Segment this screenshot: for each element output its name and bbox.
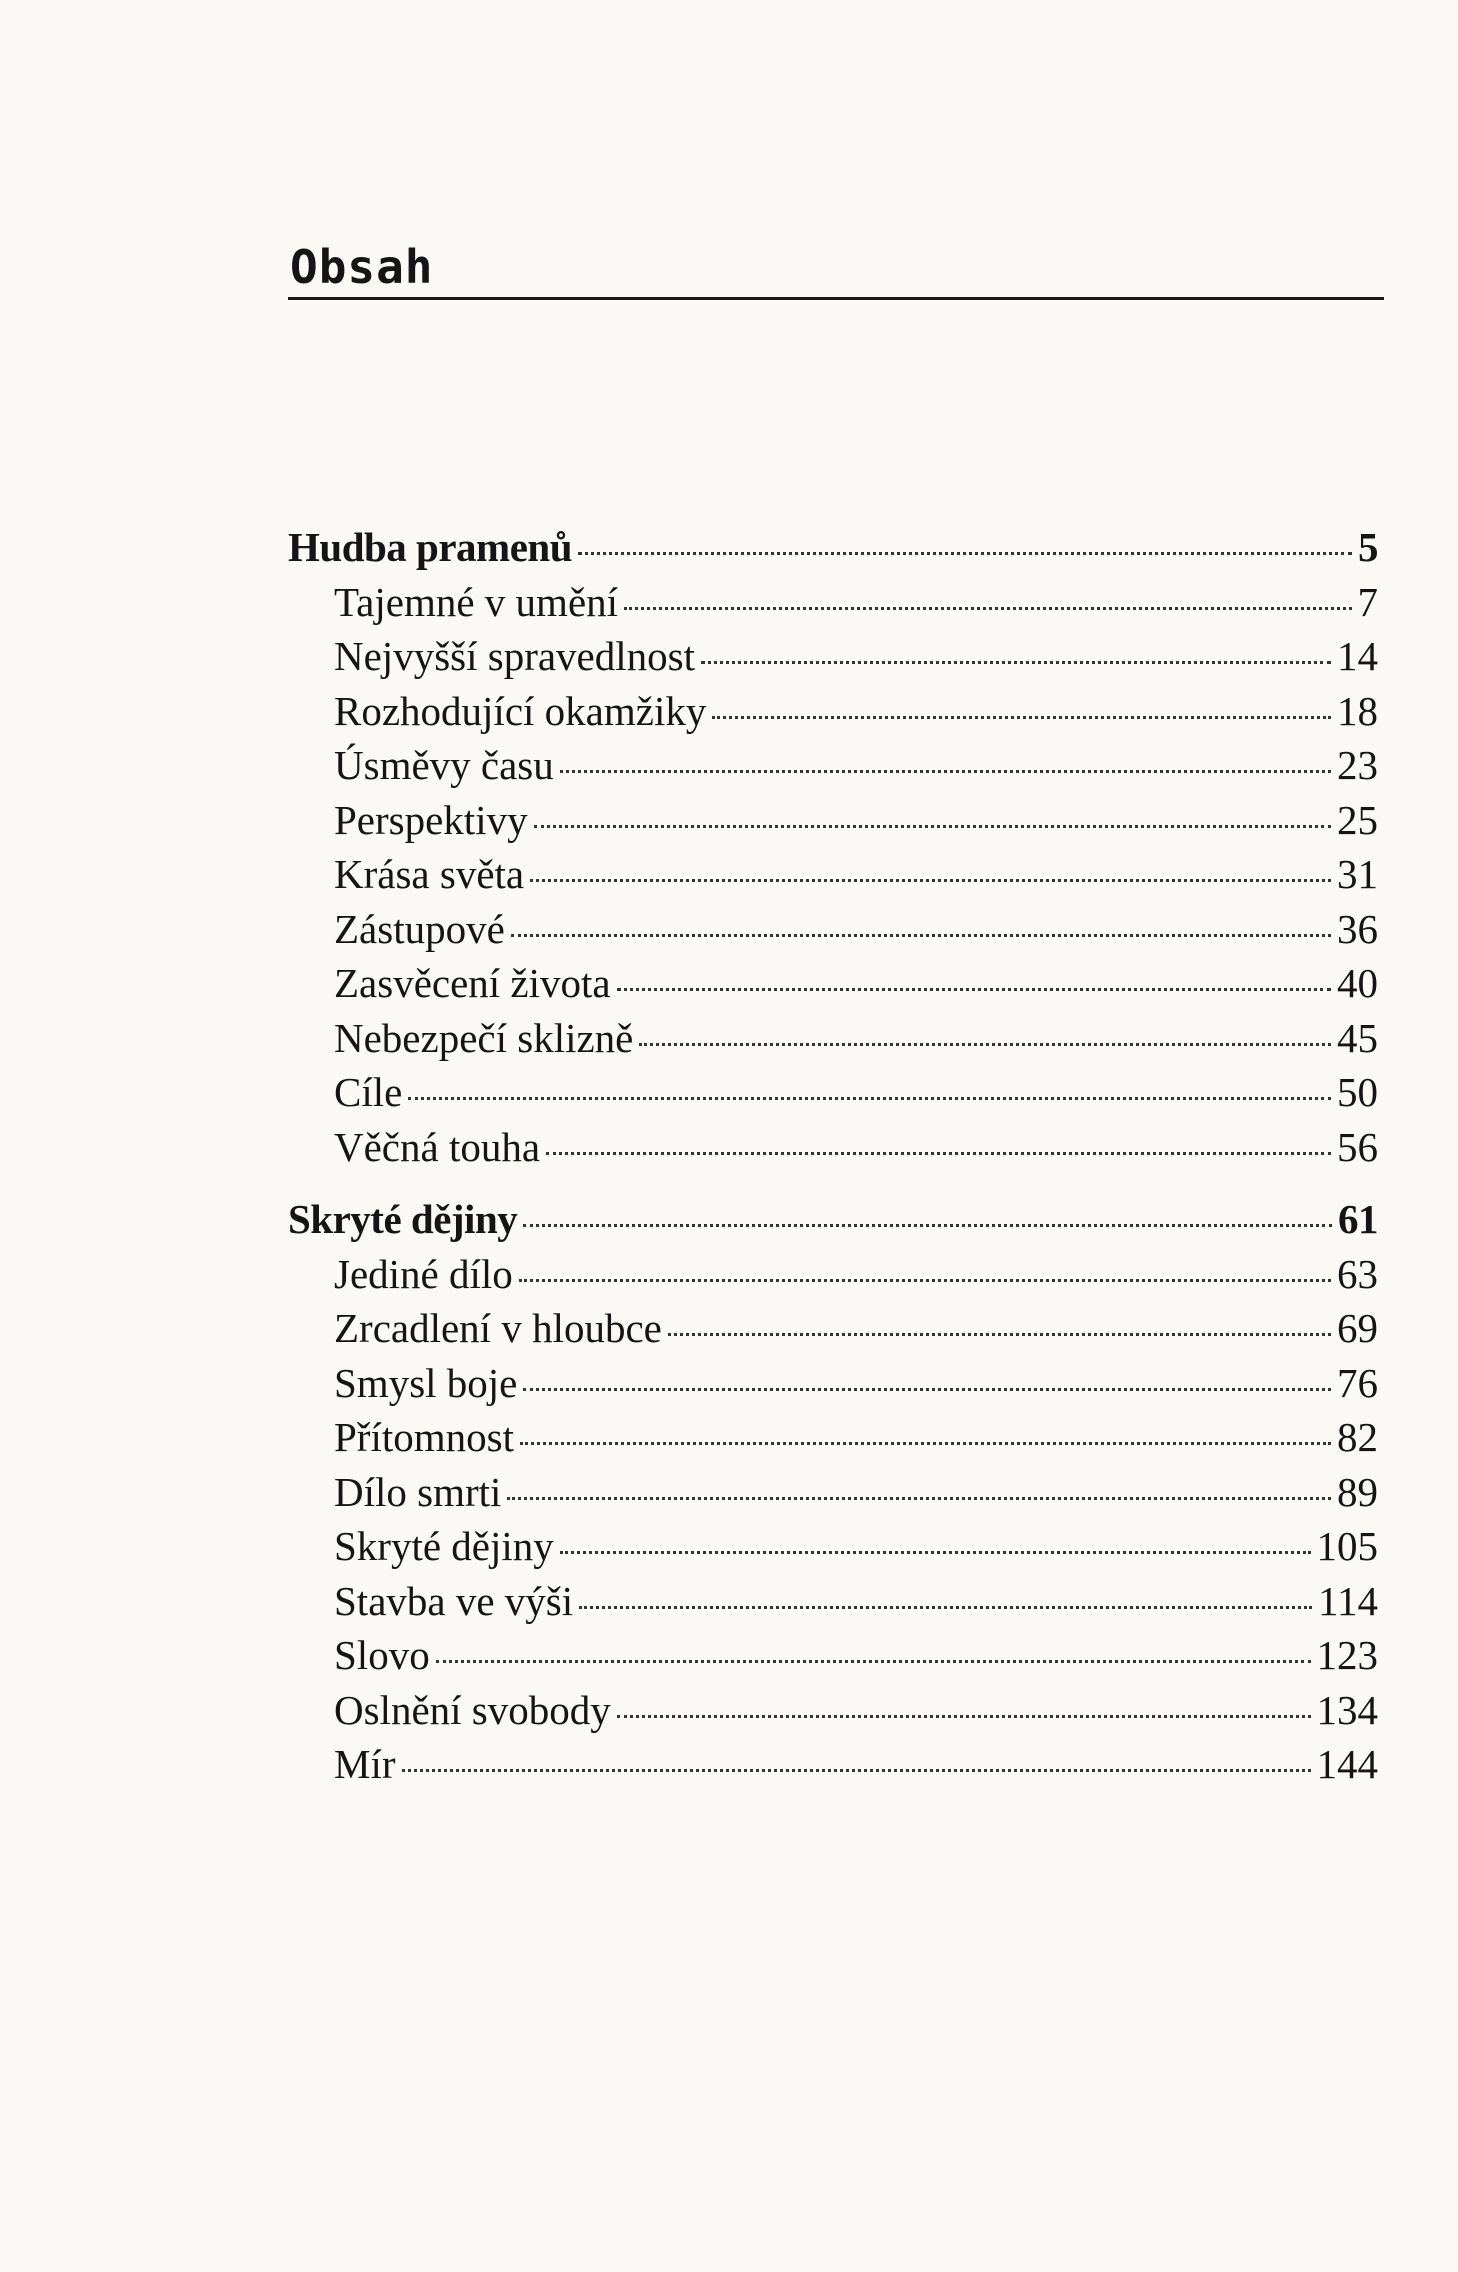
toc-entry-title: Zástupové xyxy=(334,905,505,952)
toc-entry xyxy=(288,793,1378,848)
dot-leader xyxy=(639,1043,1331,1046)
dot-leader xyxy=(530,879,1331,882)
toc-entry xyxy=(288,1247,1378,1302)
dot-leader xyxy=(668,1333,1331,1336)
toc-entry xyxy=(288,1065,1378,1120)
toc-page-number: 63 xyxy=(1337,1250,1378,1297)
toc-entry-title: Zrcadlení v hloubce xyxy=(334,1305,662,1351)
dot-leader xyxy=(519,1279,1331,1282)
toc-entry xyxy=(288,956,1378,1011)
toc-page-number: 134 xyxy=(1316,1686,1378,1733)
header-rule xyxy=(288,297,1384,300)
toc-page-number: 50 xyxy=(1337,1069,1378,1115)
toc-page-number: 89 xyxy=(1337,1468,1378,1515)
dot-leader xyxy=(560,770,1331,773)
dot-leader xyxy=(408,1097,1331,1100)
toc-page-number: 76 xyxy=(1337,1359,1378,1406)
dot-leader xyxy=(534,825,1331,828)
toc-entry-title: Nebezpečí sklizně xyxy=(334,1014,634,1061)
toc-entry xyxy=(288,1356,1378,1411)
dot-leader xyxy=(624,607,1351,610)
dot-leader xyxy=(701,661,1331,664)
toc-entry-title: Přítomnost xyxy=(334,1414,514,1460)
toc-entry xyxy=(288,738,1378,793)
toc-entry-title: Skryté dějiny xyxy=(288,1196,518,1242)
toc-entry-title: Hudba pramenů xyxy=(288,524,573,570)
toc-page-number: 114 xyxy=(1318,1577,1378,1624)
dot-leader xyxy=(511,934,1331,937)
toc-part-heading xyxy=(288,1192,1378,1247)
dot-leader xyxy=(402,1769,1311,1772)
toc-entry xyxy=(288,1120,1378,1175)
dot-leader xyxy=(617,988,1331,991)
toc-entry-title: Cíle xyxy=(334,1069,403,1115)
toc-entry-title: Úsměvy času xyxy=(334,742,554,788)
dot-leader xyxy=(578,552,1352,555)
toc-entry xyxy=(288,1737,1378,1792)
toc-page-number: 69 xyxy=(1337,1305,1378,1351)
toc-page-number: 56 xyxy=(1337,1123,1378,1170)
toc-page-number: 31 xyxy=(1337,851,1378,897)
dot-leader xyxy=(579,1606,1312,1609)
toc-entry xyxy=(288,847,1378,902)
toc-entry xyxy=(288,1519,1378,1574)
toc-entry-title: Rozhodující okamžiky xyxy=(334,687,707,734)
toc-entry xyxy=(288,684,1378,739)
toc-page-number: 18 xyxy=(1337,687,1378,734)
toc-page-number: 5 xyxy=(1358,524,1378,570)
toc-page-number: 14 xyxy=(1337,633,1378,679)
toc-entry xyxy=(288,575,1378,630)
toc-page-number: 144 xyxy=(1316,1741,1378,1787)
toc-entry xyxy=(288,1683,1378,1738)
toc-page-number: 61 xyxy=(1338,1196,1378,1242)
toc-entry-title: Zasvěcení života xyxy=(334,960,611,1006)
toc-entry-title: Slovo xyxy=(334,1632,430,1678)
toc-entry-title: Dílo smrti xyxy=(334,1468,502,1515)
dot-leader xyxy=(546,1152,1331,1155)
toc-entry-title: Perspektivy xyxy=(334,796,528,843)
dot-leader xyxy=(520,1442,1331,1445)
toc-entry xyxy=(288,902,1378,957)
toc-page-number: 23 xyxy=(1337,742,1378,788)
toc-entry xyxy=(288,1011,1378,1066)
dot-leader xyxy=(523,1224,1332,1227)
toc-entry xyxy=(288,629,1378,684)
toc-entry xyxy=(288,1628,1378,1683)
dot-leader xyxy=(523,1388,1331,1391)
toc-entry-title: Oslnění svobody xyxy=(334,1686,611,1733)
toc-entry-title: Nejvyšší spravedlnost xyxy=(334,633,695,679)
toc-entry-title: Krása světa xyxy=(334,851,525,897)
dot-leader xyxy=(617,1715,1311,1718)
toc-page-number: 36 xyxy=(1337,905,1378,952)
toc-page-number: 45 xyxy=(1337,1014,1378,1061)
table-of-contents xyxy=(288,520,1378,1810)
toc-entry-title: Tajemné v umění xyxy=(334,578,619,625)
toc-entry-title: Skryté dějiny xyxy=(334,1523,554,1569)
dot-leader xyxy=(436,1660,1311,1663)
toc-entry-title: Jediné dílo xyxy=(334,1250,513,1297)
toc-page-number: 105 xyxy=(1316,1523,1378,1569)
toc-entry xyxy=(288,1301,1378,1356)
toc-page-number: 82 xyxy=(1337,1414,1378,1460)
toc-entry xyxy=(288,1465,1378,1520)
toc-section xyxy=(288,520,1378,1174)
dot-leader xyxy=(507,1497,1331,1500)
toc-entry xyxy=(288,1410,1378,1465)
toc-page-number: 25 xyxy=(1337,796,1378,843)
toc-page-number: 40 xyxy=(1337,960,1378,1006)
dot-leader xyxy=(712,716,1331,719)
toc-entry-title: Mír xyxy=(334,1741,396,1787)
toc-entry-title: Stavba ve výši xyxy=(334,1577,574,1624)
page-title: Obsah xyxy=(290,240,434,294)
dot-leader xyxy=(560,1551,1311,1554)
toc-entry-title: Věčná touha xyxy=(334,1123,541,1170)
toc-part-heading xyxy=(288,520,1378,575)
toc-page-number: 123 xyxy=(1316,1632,1378,1678)
toc-section xyxy=(288,1192,1378,1792)
toc-page-number: 7 xyxy=(1357,578,1378,625)
toc-entry xyxy=(288,1574,1378,1629)
toc-entry-title: Smysl boje xyxy=(334,1359,518,1406)
page-header xyxy=(288,228,1384,300)
